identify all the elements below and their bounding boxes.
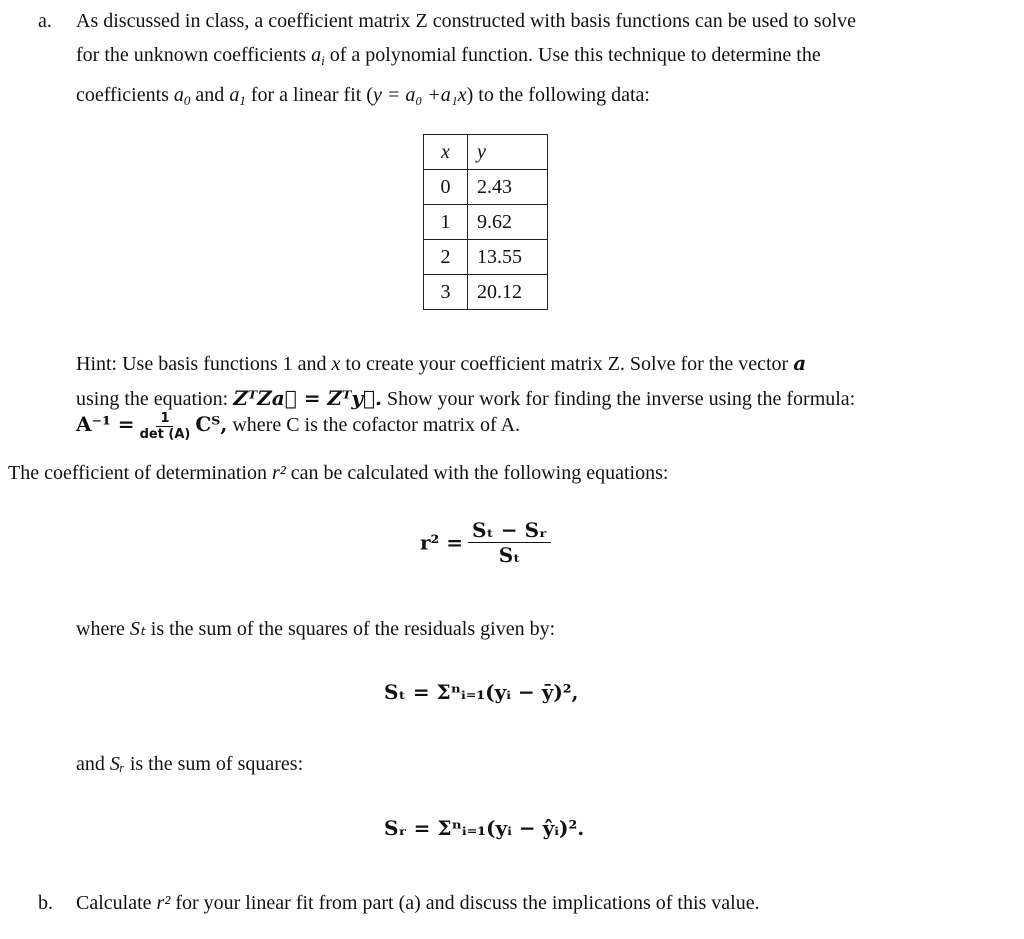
r2-intro: The coefficient of determination r² can be calculated with the following equations: xyxy=(8,462,669,484)
table-header-y: y xyxy=(468,135,548,170)
hint-text xyxy=(76,346,976,416)
inverse-formula: A⁻¹ = $\frac{1}{\det (A)}$ Cᵀ, where C is the cofactor matrix of A. xyxy=(76,411,521,442)
st-equation: Sₜ = Σⁿᵢ₌₁(yᵢ − ȳ)², xyxy=(384,680,579,704)
table-cell-x: 2 xyxy=(424,240,468,275)
hint-line-2: using the equation: ZᵀZa⃗ = Zᵀy⃗. Show your work for finding the inverse using the formula: xyxy=(76,386,856,410)
table-row xyxy=(424,240,548,275)
part-a-label: a. xyxy=(38,10,52,32)
inverse-fraction: $\frac{1}{\det (A)}$ xyxy=(139,411,191,442)
part-b-label: b. xyxy=(38,892,53,914)
part-a-line-2: for the unknown coefficients $a_i$ of a polynomial function. Use this technique to determine the xyxy=(76,44,821,68)
table-row xyxy=(424,205,548,240)
table-row xyxy=(424,275,548,310)
st-intro: where Sₜ is the sum of the squares of the residuals given by: xyxy=(76,618,556,640)
fit-equation: y = a₀ +a₁x xyxy=(372,84,467,106)
table-cell-x: 0 xyxy=(424,170,468,205)
table-cell-y: 9.62 xyxy=(468,205,548,240)
table-cell-y: 13.55 xyxy=(468,240,548,275)
part-a-line-1: As discussed in class, a coefficient matrix Z constructed with basis functions can be used to solve xyxy=(76,10,856,32)
part-a-text xyxy=(76,4,976,118)
sr-intro: and Sᵣ is the sum of squares: xyxy=(76,753,304,775)
table-cell-x: 1 xyxy=(424,205,468,240)
r2-equation: r² = $\frac{\text{Sₜ − Sᵣ}}{\text{Sₜ}}$ xyxy=(420,518,551,567)
hint-line-1: Hint: Use basis functions 1 and x to create your coefficient matrix Z. Solve for the vector a xyxy=(76,351,807,375)
table-row xyxy=(424,170,548,205)
r2-fraction: $\frac{\text{Sₜ − Sᵣ}}{\text{Sₜ}}$ xyxy=(468,518,551,567)
part-a-line-3: coefficients $a_0$ and $a_1$ for a linear fit (y = a₀ +a₁x) to the following data: xyxy=(76,84,650,108)
coef-ai: $a_i$ xyxy=(311,44,325,68)
normal-equation: ZᵀZa⃗ = Zᵀy⃗. xyxy=(233,386,382,410)
table-header-row xyxy=(424,135,548,170)
coef-a1: $a_1$ xyxy=(229,84,246,108)
table-cell-y: 2.43 xyxy=(468,170,548,205)
coef-a0: $a_0$ xyxy=(173,84,191,108)
table-header-x: x xyxy=(424,135,468,170)
table-cell-x: 3 xyxy=(424,275,468,310)
part-b-text: Calculate r² for your linear fit from part (a) and discuss the implications of this value. xyxy=(76,892,760,914)
table-cell-y: 20.12 xyxy=(468,275,548,310)
sr-equation: Sᵣ = Σⁿᵢ₌₁(yᵢ − ŷᵢ)². xyxy=(384,816,585,840)
data-table xyxy=(423,134,548,310)
